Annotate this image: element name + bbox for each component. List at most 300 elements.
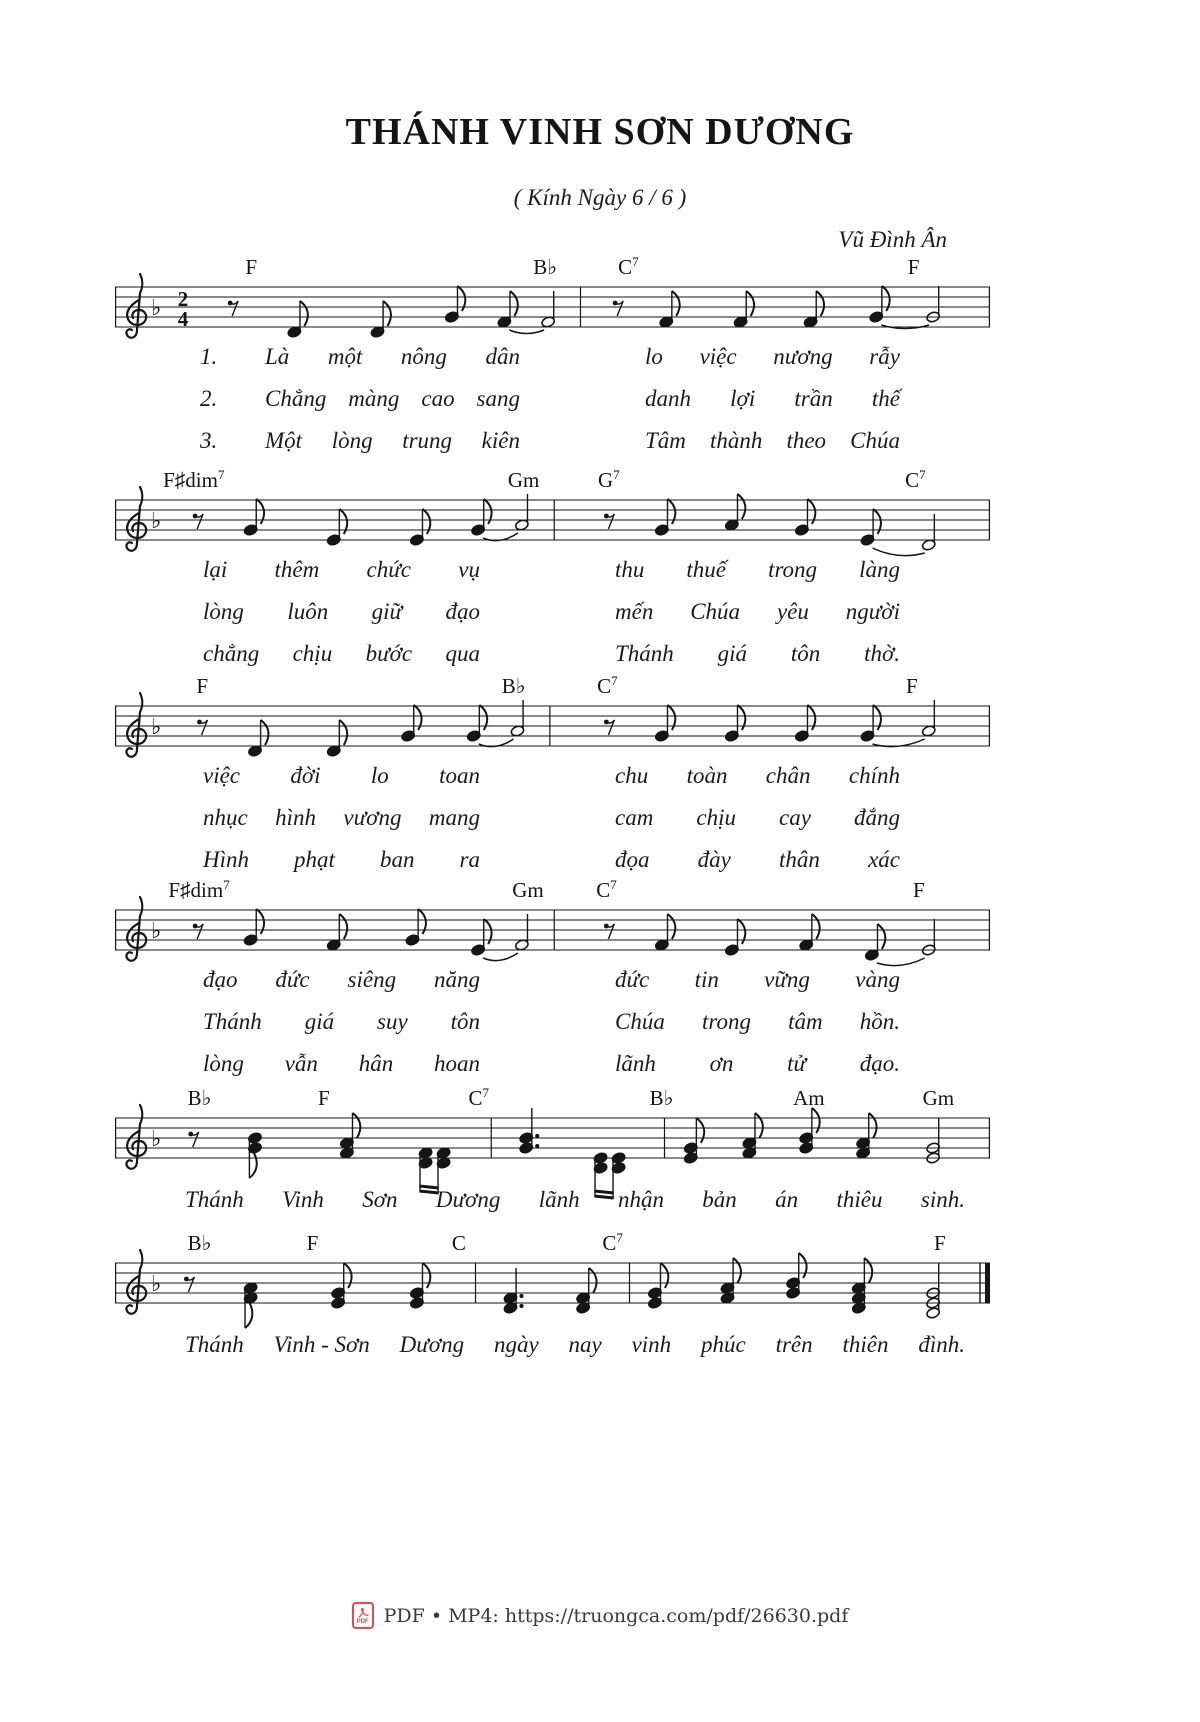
lyric-word: cay xyxy=(779,805,811,830)
pdf-icon-label: PDF xyxy=(356,1619,369,1625)
lyric-word: tử xyxy=(787,1051,807,1076)
lyric-word: trung xyxy=(402,428,453,453)
lyric-word: lo xyxy=(645,344,663,369)
lyric-phrase xyxy=(203,847,480,873)
eighth-note xyxy=(860,705,881,742)
key-signature-flat: ♭ xyxy=(151,1272,162,1297)
chord-row xyxy=(115,669,990,697)
pdf-curl-icon xyxy=(356,1607,370,1619)
lyric-word: trong xyxy=(768,557,818,582)
lyric-word: đắng xyxy=(854,805,900,830)
lyric-phrase xyxy=(615,557,900,583)
chord-seventh: 7 xyxy=(217,467,225,482)
lyric-word: yêu xyxy=(776,599,809,624)
lyric-word: ra xyxy=(459,847,480,872)
lyric-phrase xyxy=(645,428,900,454)
chord-symbol: $C^7$ xyxy=(596,877,617,902)
lyrics-block xyxy=(115,967,990,1077)
lyric-phrase xyxy=(185,1187,965,1213)
lyric-word: hình xyxy=(275,805,317,830)
lyric-line xyxy=(115,1324,990,1358)
lyric-line xyxy=(115,831,990,873)
tie-slur xyxy=(873,548,925,556)
lyrics-block xyxy=(115,344,990,454)
eighth-rest xyxy=(604,514,614,529)
key-signature-flat: ♭ xyxy=(151,715,162,740)
lyric-word: đức xyxy=(275,967,310,992)
lyric-word: thiêu xyxy=(836,1187,883,1212)
lyric-word: Là xyxy=(265,344,290,369)
chord-symbol: B♭ xyxy=(187,1231,212,1255)
chord-note xyxy=(647,1263,668,1309)
lyric-phrase xyxy=(615,1009,900,1035)
chord-note xyxy=(339,1113,360,1159)
lyric-line xyxy=(115,993,990,1035)
eighth-note xyxy=(471,919,492,956)
lyric-word: theo xyxy=(786,428,827,453)
eighth-rest xyxy=(193,514,203,529)
lyric-word: thiên xyxy=(842,1332,889,1357)
lyric-phrase xyxy=(203,1009,480,1035)
lyric-word: Chẳng xyxy=(265,386,327,411)
lyric-word: suy xyxy=(377,1009,408,1034)
lyric-word: cao xyxy=(421,386,455,411)
lyric-phrase xyxy=(615,847,900,873)
lyric-word: vững xyxy=(764,967,810,992)
time-signature-numerator: 2 xyxy=(177,287,189,311)
chord-note xyxy=(683,1118,704,1164)
chord-note xyxy=(409,1263,430,1309)
tie-slur xyxy=(479,739,514,747)
chord-seventh: 7 xyxy=(613,467,620,482)
lyric-word: nhận xyxy=(617,1187,664,1212)
lyric-word: giữ xyxy=(371,599,403,624)
lyric-word: cam xyxy=(615,805,654,830)
eighth-note xyxy=(243,499,264,536)
lyric-phrase xyxy=(615,805,900,831)
chord-note xyxy=(720,1258,741,1304)
lyric-word: chu xyxy=(615,763,649,788)
lyric-phrase xyxy=(615,763,900,789)
half-note xyxy=(926,1118,941,1164)
chord-symbol: $G^7$ xyxy=(598,467,620,492)
lyric-word: ngày xyxy=(493,1332,539,1357)
lyric-word: rẫy xyxy=(869,344,900,369)
staff-notation xyxy=(115,901,990,971)
eighth-note xyxy=(466,705,487,742)
staff-system-6 xyxy=(115,1226,990,1358)
treble-clef xyxy=(126,1105,146,1169)
lyric-word: vàng xyxy=(855,967,900,992)
lyric-phrase xyxy=(203,967,480,993)
lyric-word: Thánh xyxy=(185,1332,244,1357)
chord-symbol: $C^7$ xyxy=(468,1085,490,1110)
lyric-phrase xyxy=(615,599,900,625)
chord-symbol: Gm xyxy=(512,878,544,902)
lyric-word: sang xyxy=(476,386,520,411)
chord-symbol: Am xyxy=(793,1086,825,1110)
lyric-line xyxy=(115,370,990,412)
eighth-note xyxy=(860,509,881,546)
eighth-note xyxy=(794,499,815,536)
chord-symbol: Gm xyxy=(507,468,540,492)
lyric-word: nương xyxy=(773,344,833,369)
lyric-phrase xyxy=(203,599,480,625)
lyric-word: việc xyxy=(699,344,737,369)
lyric-phrase xyxy=(203,557,480,583)
lyric-word: chịu xyxy=(292,641,333,666)
lyric-word: tin xyxy=(694,967,719,992)
lyric-word: lại xyxy=(203,557,228,582)
lyric-phrase xyxy=(265,344,520,370)
chord-symbol: F xyxy=(245,255,258,279)
eighth-note xyxy=(654,499,675,536)
lyric-line xyxy=(115,789,990,831)
chord-note xyxy=(331,1263,352,1309)
lyrics-block xyxy=(115,557,990,667)
eighth-note xyxy=(409,509,430,546)
lyric-word: đày xyxy=(697,847,731,872)
lyric-phrase xyxy=(265,428,520,454)
chord-seventh: 7 xyxy=(616,1230,623,1245)
eighth-rest xyxy=(197,720,207,735)
staff-notation xyxy=(115,278,990,348)
lyric-word: thuế xyxy=(686,557,727,582)
lyric-word: ơn xyxy=(709,1051,734,1076)
key-signature-flat: ♭ xyxy=(151,1127,162,1152)
tie-slur xyxy=(483,953,518,961)
chord-note xyxy=(248,1132,263,1178)
chord-row xyxy=(115,463,990,491)
lyric-word: Một xyxy=(265,428,303,453)
eighth-rest xyxy=(228,301,238,316)
lyric-word: lòng xyxy=(203,599,244,624)
lyric-word: Hình xyxy=(203,847,249,872)
lyrics-block xyxy=(115,1324,990,1358)
half-note xyxy=(921,919,936,956)
chord-note xyxy=(856,1113,877,1159)
lyric-word: người xyxy=(845,599,900,624)
chord-symbol: $C^7$ xyxy=(905,467,926,492)
footer xyxy=(0,1602,1200,1629)
lyrics-block xyxy=(115,763,990,873)
lyric-word: đức xyxy=(615,967,650,992)
lyric-word: đời xyxy=(290,763,321,788)
lyric-phrase xyxy=(203,1051,480,1077)
chord-symbol: $C^7$ xyxy=(618,254,639,279)
eighth-note xyxy=(869,286,890,323)
lyric-line xyxy=(115,1179,990,1213)
lyric-word: thế xyxy=(871,386,900,411)
lyric-word: luôn xyxy=(287,599,329,624)
lyric-word: nông xyxy=(400,344,447,369)
lyric-word: Chúa xyxy=(615,1009,665,1034)
lyric-word: Thánh xyxy=(615,641,674,666)
chord-symbol: F♯dim$^7$ xyxy=(163,467,225,492)
chord-symbol: F xyxy=(934,1231,946,1255)
eighth-rest xyxy=(193,924,203,939)
treble-clef xyxy=(126,487,146,551)
lyric-word: Dương xyxy=(435,1187,501,1212)
lyric-word: phạt xyxy=(294,847,335,872)
eighth-note xyxy=(243,909,264,946)
lyric-word: vẫn xyxy=(284,1051,318,1076)
lyric-word: thêm xyxy=(274,557,320,582)
lyric-word: phúc xyxy=(701,1332,746,1357)
lyric-word: lợi xyxy=(730,386,756,411)
lyric-word: ban xyxy=(379,847,415,872)
treble-clef xyxy=(126,897,146,961)
chord-row xyxy=(115,1226,990,1254)
eighth-note xyxy=(724,705,745,742)
staff-notation xyxy=(115,697,990,767)
chord-note xyxy=(576,1268,597,1314)
tie-slur xyxy=(877,958,925,966)
lyric-word: tôn xyxy=(790,641,821,666)
chord-symbol: Gm xyxy=(922,1086,955,1110)
chord-seventh: 7 xyxy=(611,673,618,688)
chord-row xyxy=(115,250,990,278)
chord-symbol: F xyxy=(306,1231,319,1255)
lyric-phrase xyxy=(615,641,900,667)
chord-note xyxy=(519,1108,540,1154)
chord-seventh: 7 xyxy=(919,467,926,482)
lyric-line xyxy=(115,412,990,454)
chord-seventh: 7 xyxy=(223,877,230,892)
chord-seventh: 7 xyxy=(482,1085,490,1100)
lyric-phrase xyxy=(203,641,480,667)
lyric-word: án xyxy=(775,1187,799,1212)
lyric-word: lo xyxy=(370,763,389,788)
lyric-word: một xyxy=(327,344,363,369)
lyric-word: nay xyxy=(568,1332,602,1357)
chord-symbol: F xyxy=(196,674,209,698)
footer-label: PDF • MP4: xyxy=(383,1604,499,1627)
lyric-word: Tâm xyxy=(645,428,686,453)
lyric-word: bản xyxy=(702,1187,737,1212)
lyric-word: đạo. xyxy=(859,1051,900,1076)
lyric-word: Chúa xyxy=(690,599,741,624)
lyric-word: bước xyxy=(365,641,413,666)
chord-seventh: 7 xyxy=(610,877,617,892)
lyric-word: chẳng xyxy=(203,641,260,666)
time-signature-denominator: 4 xyxy=(177,307,189,331)
lyric-word: vụ xyxy=(458,557,480,582)
lyric-word: tôn xyxy=(450,1009,480,1034)
eighth-note xyxy=(654,705,675,742)
chord-row xyxy=(115,1081,990,1109)
lyric-word: Vinh - Sơn xyxy=(273,1332,370,1357)
lyric-word: vinh xyxy=(631,1332,672,1357)
tie-slur xyxy=(483,533,518,541)
lyric-word: mang xyxy=(428,805,480,830)
chord-symbol: F♯dim$^7$ xyxy=(168,877,230,902)
treble-clef xyxy=(126,274,146,338)
lyric-word: hồn. xyxy=(859,1009,900,1034)
chord-symbol: F xyxy=(318,1086,330,1110)
lyrics-block xyxy=(115,1179,990,1213)
lyric-word: lòng xyxy=(331,428,373,453)
eighth-note xyxy=(794,705,815,742)
lyric-word: làng xyxy=(859,557,900,582)
lyric-phrase xyxy=(203,763,480,789)
eighth-rest xyxy=(604,924,614,939)
lyric-phrase xyxy=(203,805,480,831)
lyric-line xyxy=(115,583,990,625)
lyric-word: trên xyxy=(775,1332,813,1357)
chord-symbol: $C^7$ xyxy=(597,673,618,698)
lyric-word: trong xyxy=(701,1009,751,1034)
lyric-word: đình. xyxy=(918,1332,965,1357)
lyric-word: Dương xyxy=(399,1332,465,1357)
lyric-word: Sơn xyxy=(362,1187,398,1212)
chord-note xyxy=(243,1282,258,1328)
eighth-rest xyxy=(613,301,623,316)
lyric-word: danh xyxy=(645,386,691,411)
footer-text xyxy=(384,1605,849,1627)
staff-notation xyxy=(115,491,990,561)
chord-note xyxy=(503,1268,524,1314)
lyric-word: lãnh xyxy=(615,1051,656,1076)
key-signature-flat: ♭ xyxy=(151,919,162,944)
chord-note xyxy=(851,1258,872,1314)
eighth-note xyxy=(326,509,347,546)
lyric-word: vương xyxy=(343,805,402,830)
lyric-phrase xyxy=(265,386,520,412)
pdf-icon xyxy=(352,1602,374,1629)
half-note xyxy=(926,1263,941,1319)
lyric-word: siêng xyxy=(347,967,397,992)
lyric-line xyxy=(115,344,990,370)
half-note xyxy=(926,286,941,323)
lyric-line xyxy=(115,557,990,583)
lyric-word: việc xyxy=(203,763,241,788)
lyric-word: toan xyxy=(439,763,480,788)
tie-slur xyxy=(509,330,544,334)
eighth-rest xyxy=(604,720,614,735)
lyric-word: tâm xyxy=(788,1009,823,1034)
chord-row xyxy=(115,873,990,901)
lyric-line xyxy=(115,625,990,667)
lyric-phrase xyxy=(185,1332,965,1358)
verse-number: 3. xyxy=(200,428,218,453)
chord-seventh: 7 xyxy=(632,254,639,269)
lyric-word: kiên xyxy=(481,428,520,453)
lyric-word: màng xyxy=(348,386,400,411)
lyric-phrase xyxy=(645,344,900,370)
lyric-word: mến xyxy=(615,599,654,624)
lyric-word: thân xyxy=(779,847,820,872)
lyric-word: toàn xyxy=(686,763,728,788)
chord-symbol: F xyxy=(906,674,918,698)
staff-system-5 xyxy=(115,1081,990,1213)
staff-system-4 xyxy=(115,873,990,1077)
lyric-word: đọa xyxy=(615,847,650,872)
lyric-word: lòng xyxy=(203,1051,244,1076)
lyric-word: đạo xyxy=(203,967,238,992)
chord-symbol: B♭ xyxy=(533,255,558,279)
chord-note xyxy=(799,1108,820,1154)
lyric-word: giá xyxy=(717,641,748,666)
staff-notation xyxy=(115,1254,990,1324)
lyric-word: giá xyxy=(304,1009,335,1034)
lyric-word: xác xyxy=(868,847,900,872)
verse-number: 2. xyxy=(200,386,218,411)
lyric-line xyxy=(115,763,990,789)
eighth-note xyxy=(401,705,422,742)
lyric-word: chức xyxy=(366,557,411,582)
verse-number: 1. xyxy=(200,344,218,369)
lyric-word: hoan xyxy=(434,1051,480,1076)
page-subtitle: ( Kính Ngày 6 / 6 ) xyxy=(513,185,687,210)
lyric-word: đạo xyxy=(445,599,480,624)
eighth-rest xyxy=(188,1132,198,1147)
lyric-word: lãnh xyxy=(538,1187,580,1212)
final-barline xyxy=(985,1263,990,1303)
lyric-phrase xyxy=(615,1051,900,1077)
lyric-phrase xyxy=(645,386,900,412)
eighth-note xyxy=(471,499,492,536)
chord-symbol: F xyxy=(913,878,925,902)
lyric-word: chịu xyxy=(696,805,736,830)
chord-symbol: $C^7$ xyxy=(602,1230,623,1255)
chord-note xyxy=(742,1113,763,1159)
chord-symbol: B♭ xyxy=(187,1086,212,1110)
lyric-word: Chúa xyxy=(850,428,900,453)
chord-symbol: B♭ xyxy=(649,1086,674,1110)
lyric-word: sinh. xyxy=(920,1187,965,1212)
footer-url[interactable]: https://truongca.com/pdf/26630.pdf xyxy=(504,1604,849,1627)
composer-credit: Vũ Đình Ân xyxy=(838,227,947,252)
lyric-word: qua xyxy=(445,641,480,666)
lyric-line xyxy=(115,1035,990,1077)
staff-system-2 xyxy=(115,463,990,667)
key-signature-flat: ♭ xyxy=(151,296,162,321)
chord-symbol: B♭ xyxy=(501,674,526,698)
lyric-word: Vinh xyxy=(282,1187,324,1212)
lyric-phrase xyxy=(615,967,900,993)
key-signature-flat: ♭ xyxy=(151,509,162,534)
chord-symbol: C xyxy=(451,1231,466,1255)
eighth-rest xyxy=(184,1277,194,1292)
lyric-word: Thánh xyxy=(203,1009,262,1034)
lyric-word: nhục xyxy=(203,805,248,830)
lyric-word: chân xyxy=(765,763,811,788)
lyric-word: trần xyxy=(794,386,833,411)
staff-system-1 xyxy=(115,250,990,454)
lyric-word: Thánh xyxy=(185,1187,244,1212)
treble-clef xyxy=(126,1250,146,1314)
lyric-word: chính xyxy=(848,763,900,788)
lyric-word: hân xyxy=(358,1051,394,1076)
staff-system-3 xyxy=(115,669,990,873)
eighth-note xyxy=(405,909,426,946)
lyric-word: dân xyxy=(485,344,520,369)
page-title: THÁNH VINH SƠN DƯƠNG xyxy=(345,111,855,153)
tie-slur xyxy=(873,739,925,747)
lyric-word: thành xyxy=(709,428,763,453)
chord-symbol: F xyxy=(907,255,920,279)
eighth-note xyxy=(444,286,465,323)
lyric-word: thờ. xyxy=(864,641,900,666)
lyric-word: năng xyxy=(434,967,480,992)
chord-note xyxy=(786,1253,807,1299)
treble-clef xyxy=(126,693,146,757)
staff-notation xyxy=(115,1109,990,1179)
eighth-note xyxy=(724,919,745,956)
lyric-line xyxy=(115,967,990,993)
lyric-word: thu xyxy=(615,557,645,582)
